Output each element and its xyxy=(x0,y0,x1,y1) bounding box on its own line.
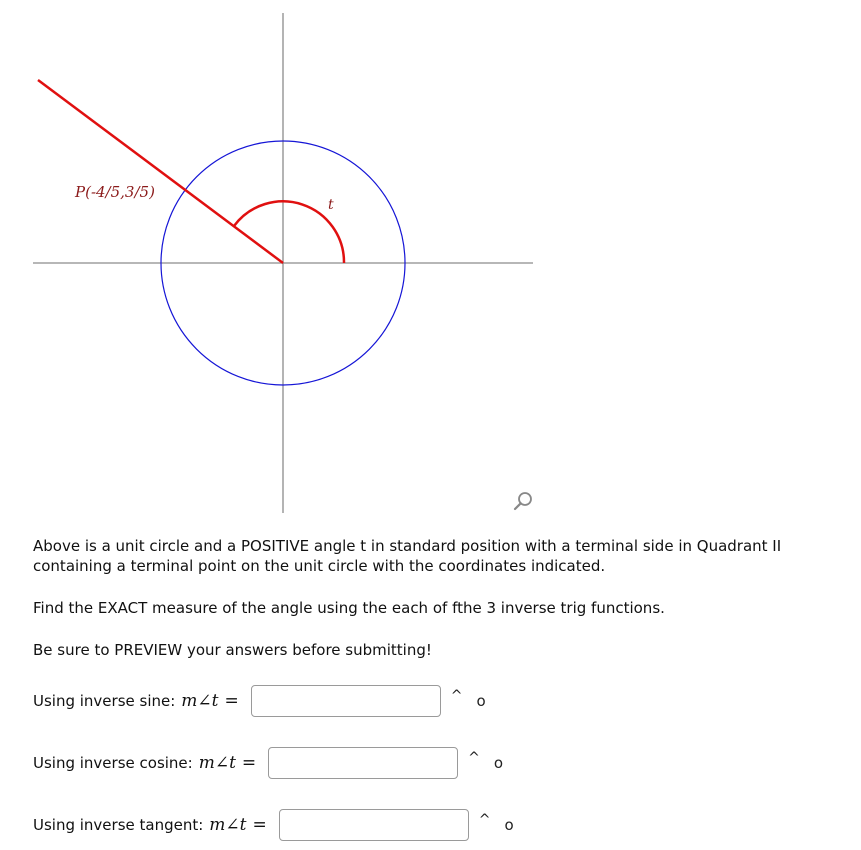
answer-label: Using inverse sine: xyxy=(33,692,176,710)
terminal-point-label: P(-4/5,3/5) xyxy=(75,183,155,201)
caret-icon[interactable]: ^ xyxy=(468,750,480,766)
answer-label: Using inverse cosine: xyxy=(33,754,193,772)
angle-measure-expression: m∠t = xyxy=(181,691,239,711)
degree-unit: o xyxy=(504,816,514,834)
inverse-cosine-input[interactable] xyxy=(268,747,458,779)
terminal-side xyxy=(38,80,283,263)
instructions: Find the EXACT measure of the angle using the each of fthe 3 inverse trig functions. xyxy=(33,599,665,617)
angle-measure-expression: m∠t = xyxy=(209,815,267,835)
answer-label: Using inverse tangent: xyxy=(33,816,204,834)
angle-measure-expression: m∠t = xyxy=(198,753,257,773)
angle-label: t xyxy=(328,197,334,213)
caret-icon[interactable]: ^ xyxy=(478,812,491,828)
degree-unit: o xyxy=(493,754,504,772)
inverse-sine-input[interactable] xyxy=(251,685,441,717)
question-line-1: Above is a unit circle and a POSITIVE angle t in standard position with a terminal side in Quadrant II xyxy=(33,537,782,555)
inverse-tangent-input[interactable] xyxy=(279,809,469,841)
magnifier-icon[interactable] xyxy=(510,488,536,514)
answer-row-tangent xyxy=(33,807,514,843)
preview-reminder: Be sure to PREVIEW your answers before submitting! xyxy=(33,641,432,659)
answer-row-cosine xyxy=(33,745,503,781)
caret-icon[interactable]: ^ xyxy=(450,688,463,704)
answer-row-sine xyxy=(33,683,486,719)
degree-unit: o xyxy=(476,692,486,710)
question-line-2: containing a terminal point on the unit circle with the coordinates indicated. xyxy=(33,557,606,575)
